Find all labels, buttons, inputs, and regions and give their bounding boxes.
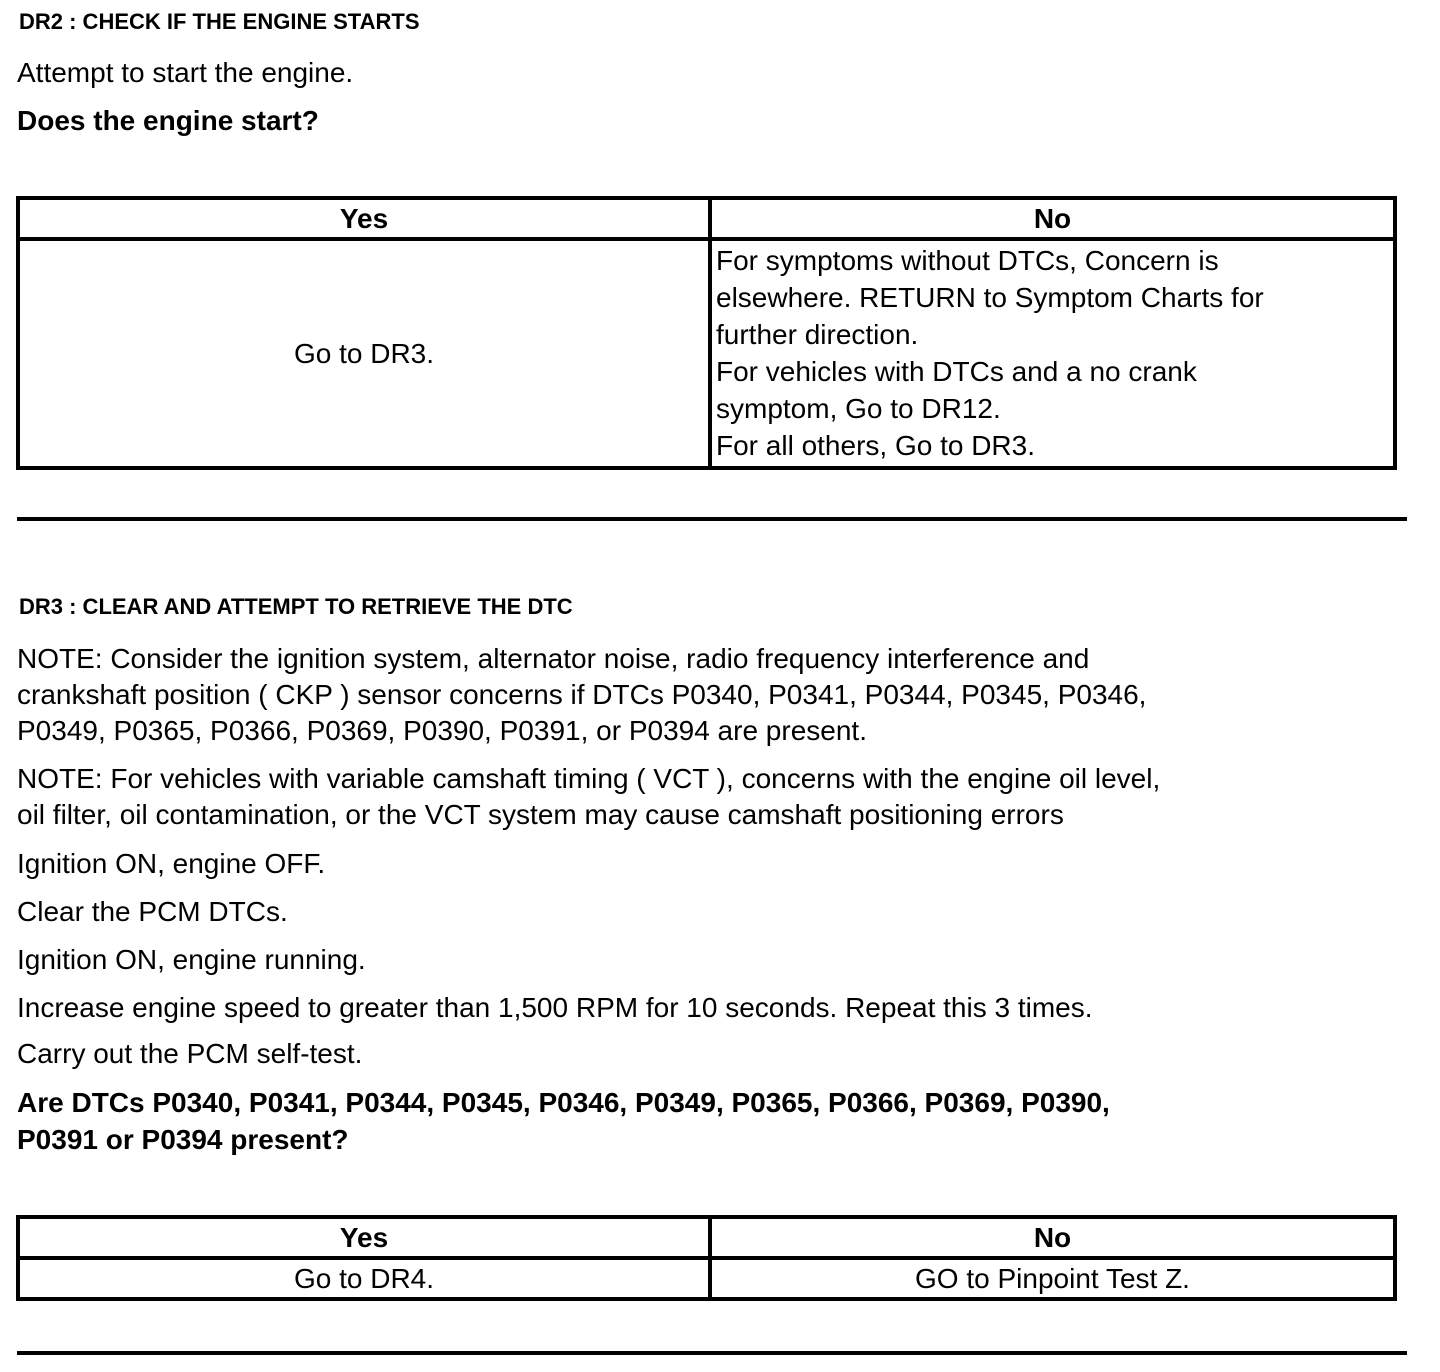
- no-header: No: [710, 1217, 1395, 1258]
- dr3-note-1: [17, 641, 1146, 749]
- dr3-step: Clear the PCM DTCs.: [17, 896, 288, 927]
- no-line: For all others, Go to DR3.: [716, 430, 1036, 461]
- dr3-result-table: [16, 1215, 1397, 1301]
- section-divider: [17, 1351, 1407, 1355]
- note-line: crankshaft position ( CKP ) sensor concerns if DTCs P0340, P0341, P0344, P0345, P0346,: [17, 679, 1147, 710]
- dr2-step: Attempt to start the engine.: [17, 57, 354, 88]
- dr3-note-2: [17, 761, 1160, 833]
- dr3-step: Carry out the PCM self-test.: [17, 1038, 363, 1069]
- no-line: elsewhere. RETURN to Symptom Charts for: [716, 282, 1264, 313]
- note-line: P0349, P0365, P0366, P0369, P0390, P0391, or P0394 are present.: [17, 715, 867, 746]
- dr2-question: Does the engine start?: [17, 105, 319, 136]
- no-header: No: [710, 198, 1395, 239]
- dr2-result-table: [16, 196, 1397, 470]
- yes-header: Yes: [18, 198, 710, 239]
- no-line: For vehicles with DTCs and a no crank: [716, 356, 1197, 387]
- dr3-heading: DR3 : CLEAR AND ATTEMPT TO RETRIEVE THE DTC: [19, 594, 573, 619]
- yes-cell: Go to DR3.: [18, 239, 710, 468]
- no-cell: GO to Pinpoint Test Z.: [710, 1258, 1395, 1299]
- question-line: Are DTCs P0340, P0341, P0344, P0345, P0346, P0349, P0365, P0366, P0369, P0390,: [17, 1087, 1110, 1118]
- yes-header: Yes: [18, 1217, 710, 1258]
- note-line: oil filter, oil contamination, or the VCT system may cause camshaft positioning errors: [17, 799, 1064, 830]
- no-cell: [710, 239, 1395, 468]
- no-line: further direction.: [716, 319, 919, 350]
- dr2-heading: DR2 : CHECK IF THE ENGINE STARTS: [19, 9, 420, 34]
- section-divider: [17, 517, 1407, 521]
- dr3-step: Ignition ON, engine running.: [17, 944, 366, 975]
- dr3-step: Ignition ON, engine OFF.: [17, 848, 326, 879]
- note-line: NOTE: For vehicles with variable camshaft timing ( VCT ), concerns with the engine oil level,: [17, 763, 1161, 794]
- dr3-question: [17, 1084, 1110, 1158]
- no-line: For symptoms without DTCs, Concern is: [716, 245, 1219, 276]
- question-line: P0391 or P0394 present?: [17, 1124, 349, 1155]
- note-line: NOTE: Consider the ignition system, alternator noise, radio frequency interference and: [17, 643, 1090, 674]
- yes-cell: Go to DR4.: [18, 1258, 710, 1299]
- dr3-step: Increase engine speed to greater than 1,500 RPM for 10 seconds. Repeat this 3 times.: [17, 992, 1093, 1023]
- no-line: symptom, Go to DR12.: [716, 393, 1001, 424]
